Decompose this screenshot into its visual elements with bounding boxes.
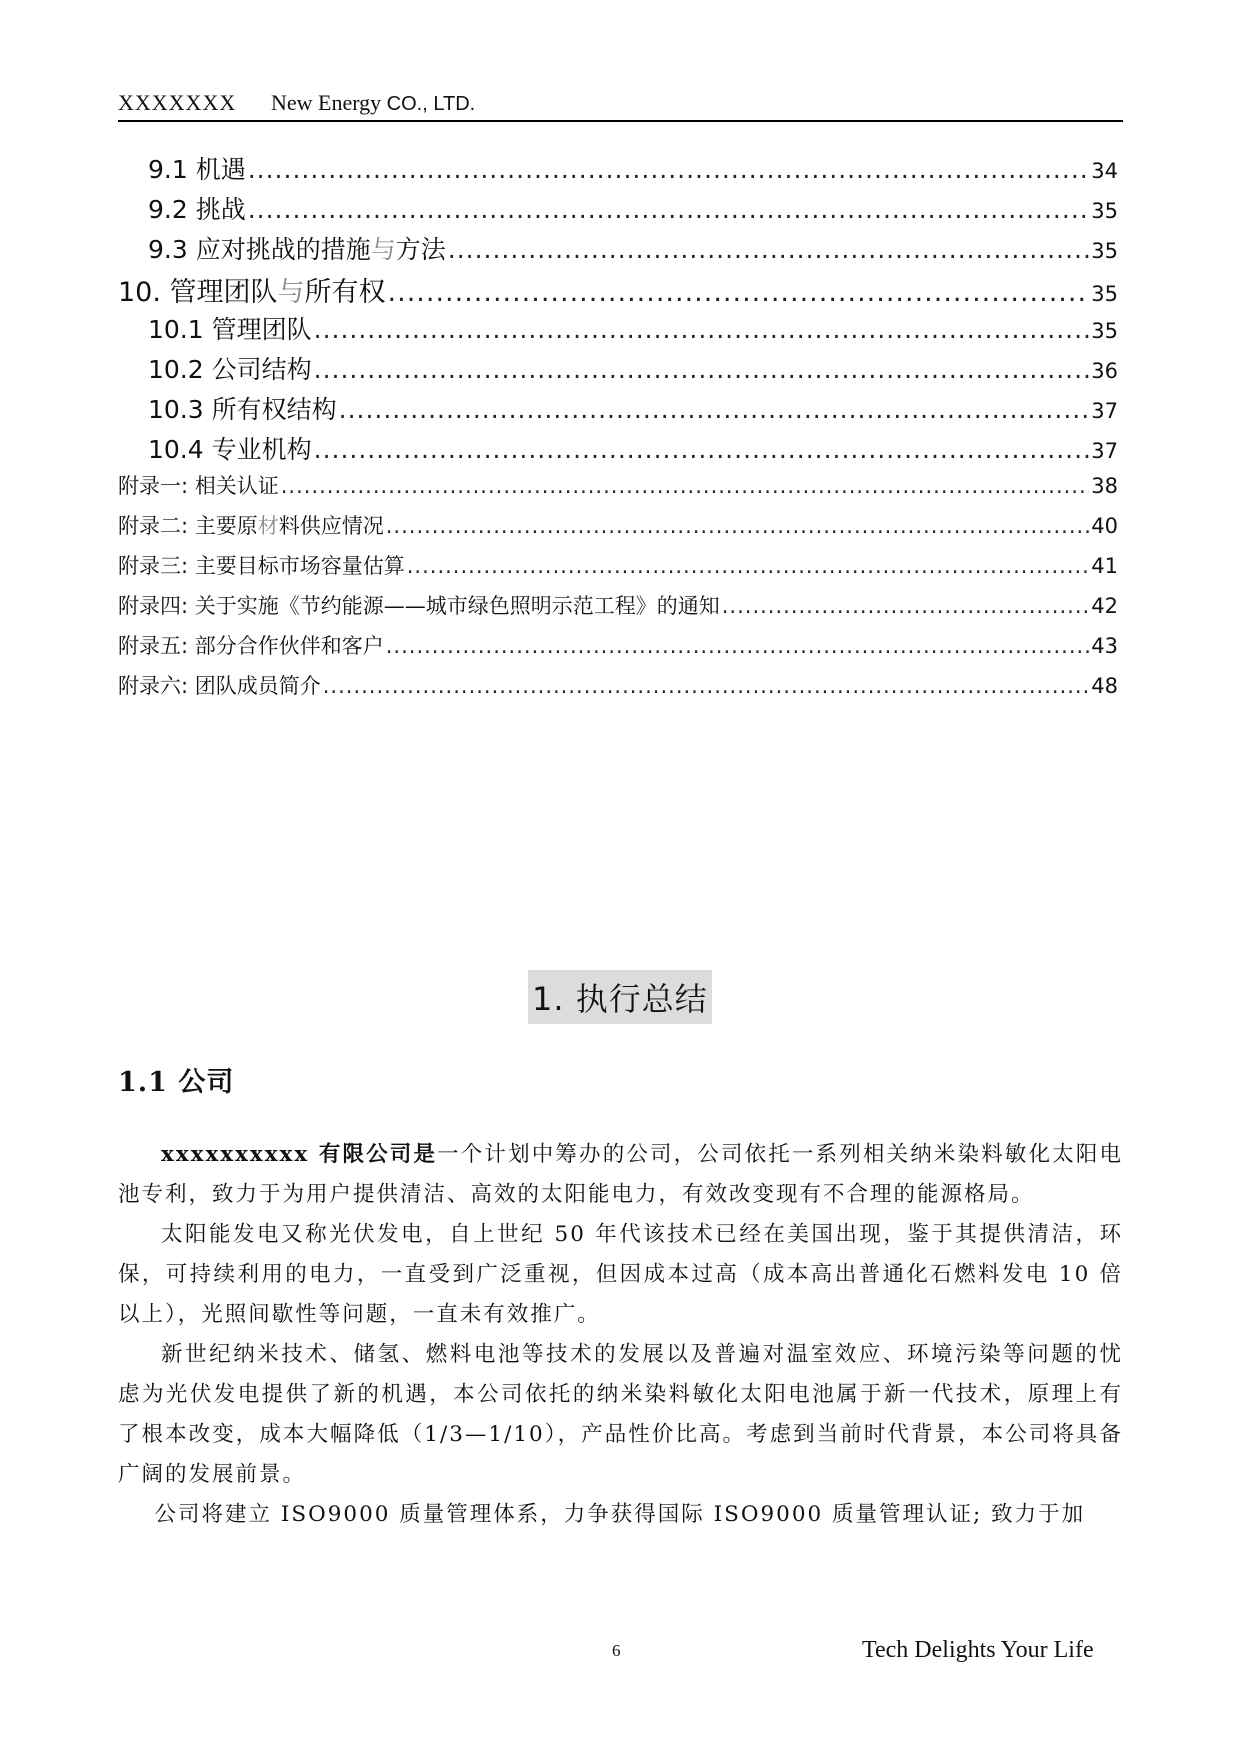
toc-dot-leader [281,474,1090,498]
toc-entry[interactable] [118,550,1118,590]
toc-entry[interactable] [118,470,1118,510]
toc-entry-page: 42 [1091,594,1118,618]
toc-dot-leader [248,155,1090,184]
toc-entry-label: 附录三: 主要目标市场容量估算 [118,554,405,578]
toc-label-highlight: 材 [257,514,279,538]
toc-dot-leader [388,277,1090,308]
toc-entry[interactable] [118,670,1118,710]
company-name-bold: xxxxxxxxxx 有限公司是 [161,1142,438,1167]
subsection-heading: 1.1 公司 [118,1067,235,1098]
header-name-main: New Energy [271,90,387,115]
header-company: XXXXXXX [118,90,237,115]
toc-entry-page: 48 [1091,674,1118,698]
toc-entry-page: 37 [1091,399,1118,423]
toc-entry-page: 35 [1091,239,1118,263]
toc-dot-leader [323,674,1090,698]
toc-entry-label: 9.2 挑战 [148,195,246,224]
toc-entry[interactable] [148,190,1118,230]
toc-entry[interactable] [118,590,1118,630]
header-company-name [271,90,475,116]
toc-entry[interactable] [148,230,1118,270]
toc-label-part: 附录二: 主要原 [118,514,258,538]
toc-label-part: 方法 [395,235,446,264]
toc-entry[interactable] [118,270,1118,310]
toc-dot-leader [407,554,1090,578]
toc-dot-leader [314,315,1090,344]
toc-entry-page: 38 [1091,474,1118,498]
toc-entry-page: 41 [1091,554,1118,578]
toc-entry-label: 附录一: 相关认证 [118,474,279,498]
footer-tagline: Tech Delights Your Life [862,1637,1094,1663]
toc-entry-label: 附录四: 关于实施《节约能源——城市绿色照明示范工程》的通知 [118,594,720,618]
toc-dot-leader [386,634,1090,658]
paragraph: 太阳能发电又称光伏发电，自上世纪 50 年代该技术已经在美国出现，鉴于其提供清洁，环保，可持续利用的电力，一直受到广泛重视，但因成本过高（成本高出普通化石燃料发电 10 倍以上），光照间歇性等问题，一直未有效推广。 [118,1222,1123,1327]
paragraph-text: 一个计划中筹办的公司，公司依托一系列相关纳米染料敏化太阳电池专利，致力于为用户提供清洁、高效的太阳能电力，有效改变现有不合理的能源格局。 [118,1142,1123,1207]
toc-entry-page: 43 [1091,634,1118,658]
toc-label-part: 10. 管理团队 [118,277,278,308]
toc-label-highlight: 与 [277,277,305,308]
toc-entry-label [118,510,384,540]
toc-entry-label: 10.1 管理团队 [148,315,312,344]
toc-entry[interactable] [118,510,1118,550]
toc-dot-leader [386,514,1090,538]
paragraph: 公司将建立 ISO9000 质量管理体系，力争获得国际 ISO9000 质量管理认证; 致力于加 [154,1502,1086,1527]
toc-entry-label: 附录六: 团队成员简介 [118,674,321,698]
toc-label-part: 所有权 [304,277,386,308]
toc-entry-page: 35 [1091,199,1118,223]
toc-entry-page: 35 [1091,319,1118,343]
toc-dot-leader [314,435,1090,464]
page-header [118,88,1123,122]
toc-entry-page: 34 [1091,159,1118,183]
toc-dot-leader [448,235,1090,264]
body-text [118,1135,1123,1535]
toc-entry[interactable] [148,150,1118,190]
toc-entry-page: 35 [1091,282,1118,306]
toc-dot-leader [339,395,1090,424]
toc-entry-label: 9.1 机遇 [148,155,246,184]
toc-entry-label: 10.4 专业机构 [148,435,312,464]
toc-entry[interactable] [148,430,1118,470]
toc-entry[interactable] [148,310,1118,350]
header-name-suffix: CO., LTD. [386,93,476,115]
toc-entry[interactable] [148,350,1118,390]
toc-label-highlight: 与 [370,235,396,264]
toc-entry-label: 10.3 所有权结构 [148,395,337,424]
paragraph: 新世纪纳米技术、储氢、燃料电池等技术的发展以及普遍对温室效应、环境污染等问题的忧虑为光伏发电提供了新的机遇，本公司依托的纳米染料敏化太阳电池属于新一代技术，原理上有了根本改变，成本大幅降低（1/3—1/10），产品性价比高。考虑到当前时代背景，本公司将具备广阔的发展前景。 [118,1342,1123,1487]
toc-entry-label [118,270,386,309]
toc-entry-page: 40 [1091,514,1118,538]
paragraph [118,1135,1123,1215]
toc-entry-label [148,230,446,266]
toc-label-part: 料供应情况 [278,514,384,538]
toc-entry-label: 10.2 公司结构 [148,355,312,384]
toc-dot-leader [314,355,1090,384]
toc-entry-page: 37 [1091,439,1118,463]
toc-dot-leader [722,594,1090,618]
toc-entry-page: 36 [1091,359,1118,383]
page-number: 6 [612,1641,621,1660]
section-heading: 1. 执行总结 [528,970,712,1024]
toc-dot-leader [248,195,1090,224]
toc-label-part: 9.3 应对挑战的措施 [148,235,371,264]
toc-entry-label: 附录五: 部分合作伙伴和客户 [118,634,384,658]
toc-entry[interactable] [118,630,1118,670]
toc-entry[interactable] [148,390,1118,430]
